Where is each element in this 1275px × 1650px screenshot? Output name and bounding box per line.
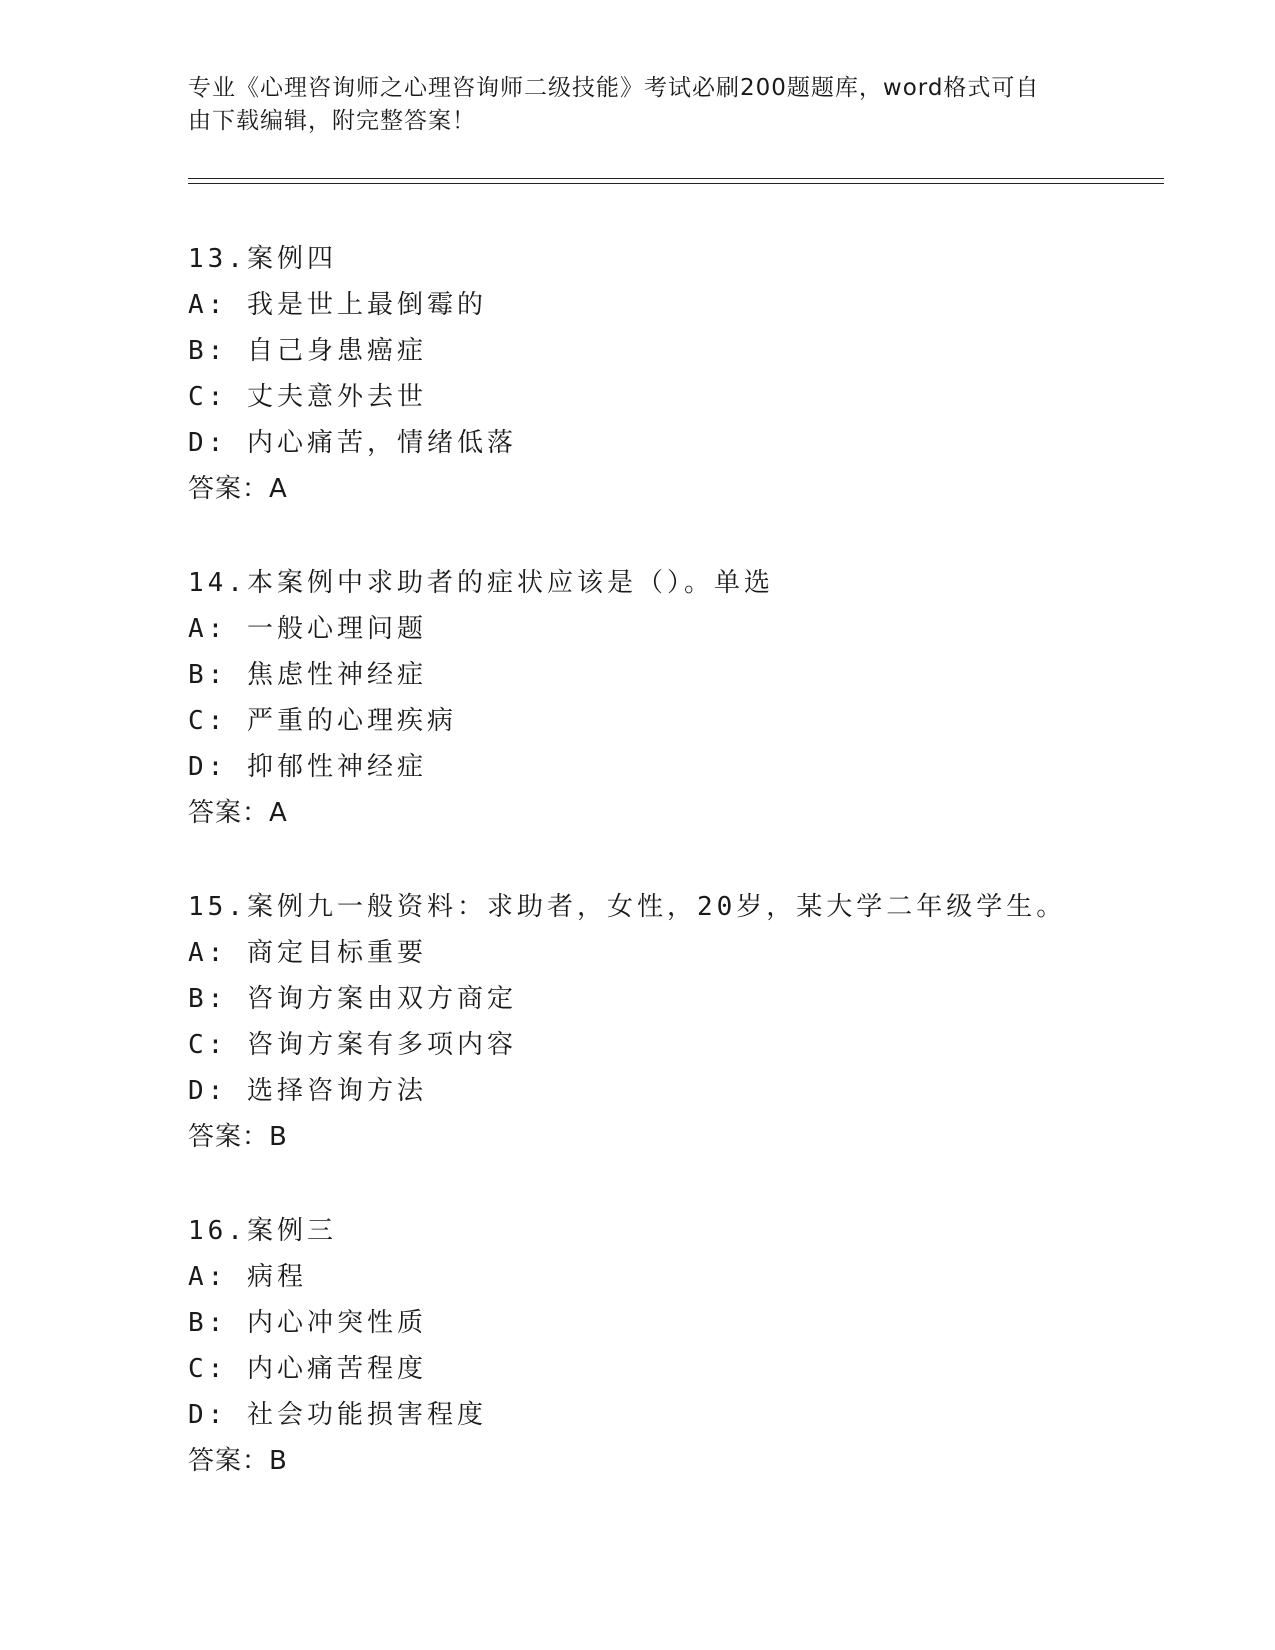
option-d: D: 社会功能损害程度 bbox=[188, 1400, 487, 1430]
question-13 bbox=[188, 236, 1168, 512]
option-b: B: 自己身患癌症 bbox=[188, 336, 427, 366]
answer-line: 答案：A bbox=[188, 474, 288, 504]
question-stem: 16.案例三 bbox=[188, 1216, 337, 1246]
intro-line-2: 由下载编辑，附完整答案！ bbox=[188, 108, 476, 134]
question-15 bbox=[188, 884, 1168, 1160]
option-a: A: 病程 bbox=[188, 1262, 307, 1292]
question-stem: 15.案例九一般资料：求助者，女性，20岁，某大学二年级学生。 bbox=[188, 892, 1067, 922]
option-d: D: 抑郁性神经症 bbox=[188, 752, 427, 782]
option-d: D: 内心痛苦，情绪低落 bbox=[188, 428, 517, 458]
question-list bbox=[188, 236, 1168, 1532]
answer-line: 答案：B bbox=[188, 1122, 288, 1152]
option-c: C: 内心痛苦程度 bbox=[188, 1354, 427, 1384]
option-a: A: 一般心理问题 bbox=[188, 614, 427, 644]
option-c: C: 严重的心理疾病 bbox=[188, 706, 457, 736]
answer-line: 答案：B bbox=[188, 1446, 288, 1476]
option-c: C: 丈夫意外去世 bbox=[188, 382, 427, 412]
question-16 bbox=[188, 1208, 1168, 1484]
option-c: C: 咨询方案有多项内容 bbox=[188, 1030, 517, 1060]
header-divider-top bbox=[188, 178, 1164, 179]
option-b: B: 内心冲突性质 bbox=[188, 1308, 427, 1338]
question-stem: 13.案例四 bbox=[188, 244, 337, 274]
header-divider-bottom bbox=[188, 183, 1164, 184]
option-b: B: 焦虑性神经症 bbox=[188, 660, 427, 690]
intro-line-1: 专业《心理咨询师之心理咨询师二级技能》考试必刷200题题库，word格式可自 bbox=[188, 75, 1040, 101]
document-header bbox=[188, 72, 1088, 138]
option-b: B: 咨询方案由双方商定 bbox=[188, 984, 517, 1014]
question-14 bbox=[188, 560, 1168, 836]
option-d: D: 选择咨询方法 bbox=[188, 1076, 427, 1106]
option-a: A: 商定目标重要 bbox=[188, 938, 427, 968]
option-a: A: 我是世上最倒霉的 bbox=[188, 290, 487, 320]
question-stem: 14.本案例中求助者的症状应该是（）。单选 bbox=[188, 568, 774, 598]
answer-line: 答案：A bbox=[188, 798, 288, 828]
